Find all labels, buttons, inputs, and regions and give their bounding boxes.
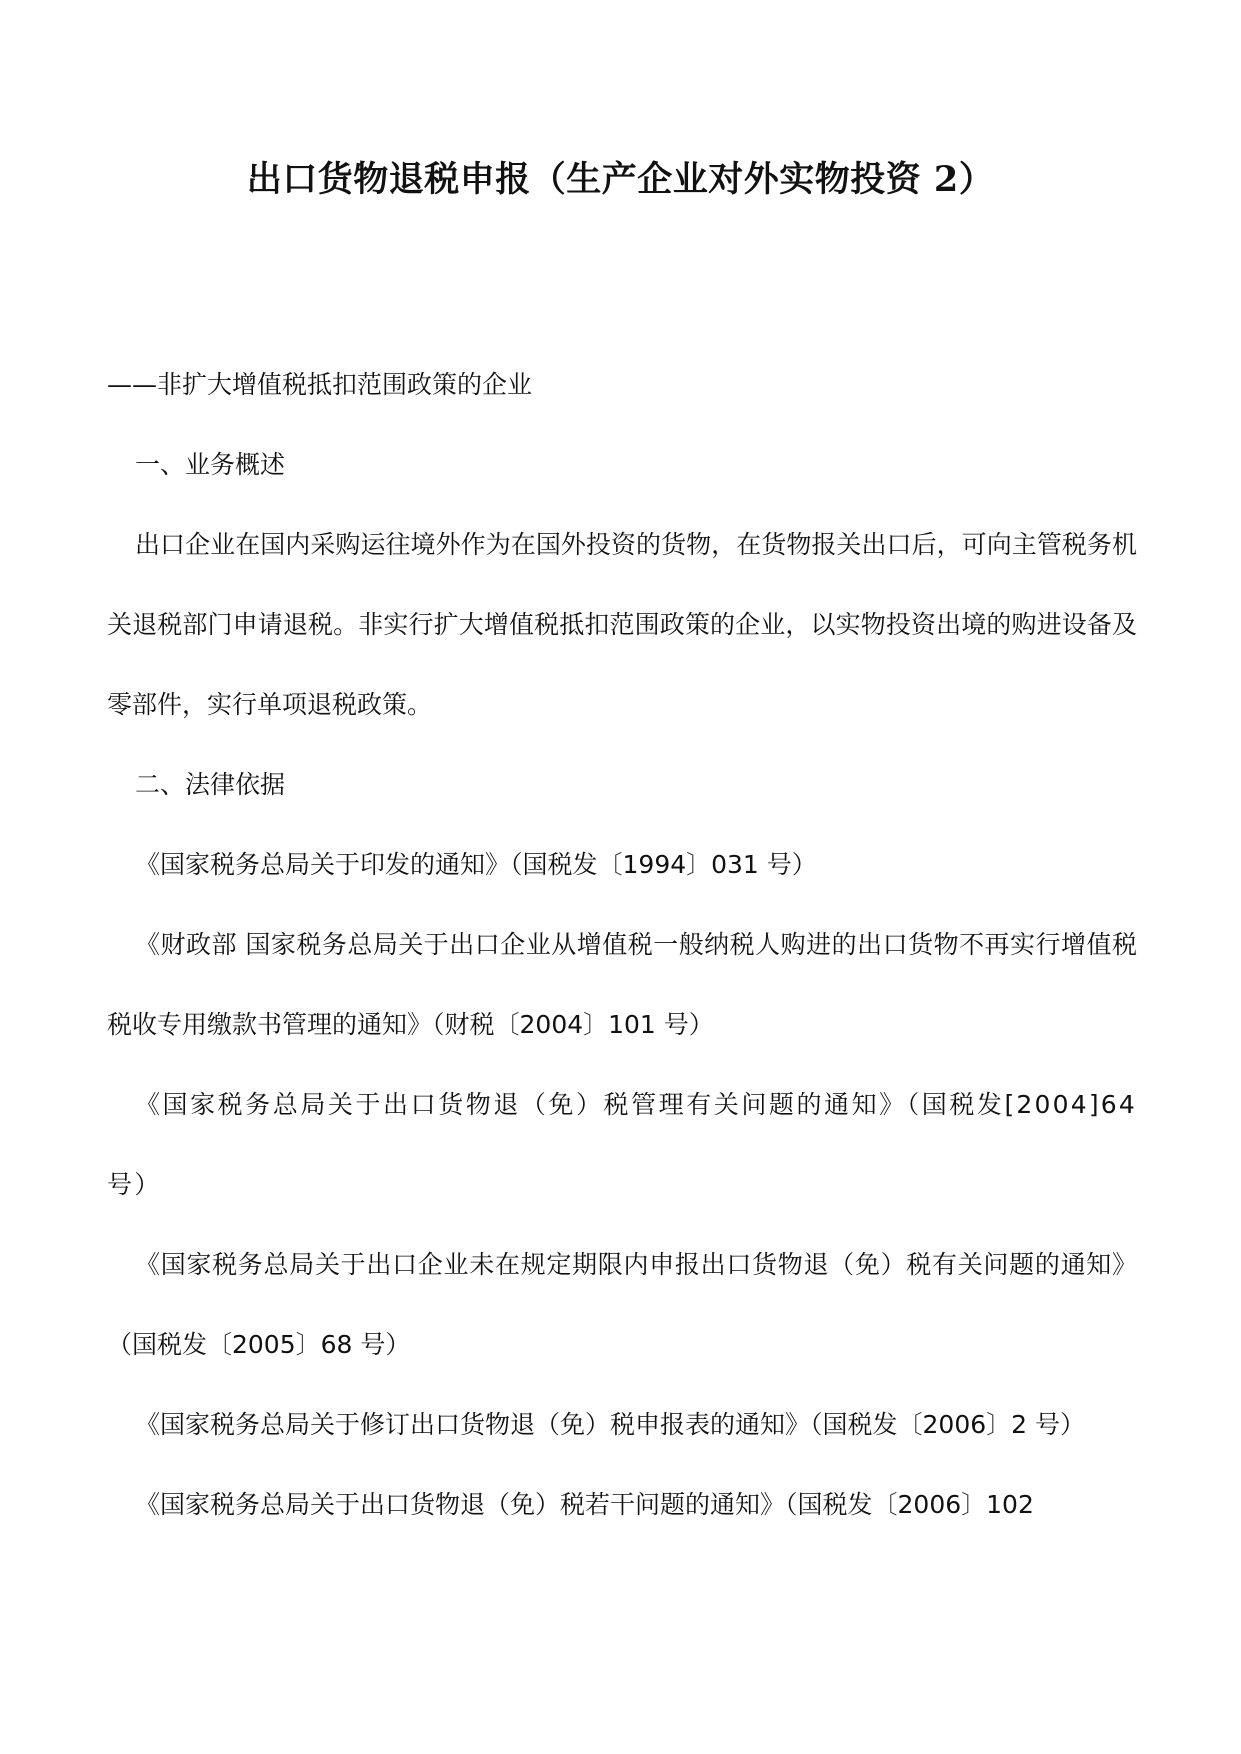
section-heading-legal-basis: 二、法律依据 — [135, 770, 286, 799]
legal-reference-1994-031: 《国家税务总局关于印发的通知》（国税发〔1994〕031 号） — [135, 850, 817, 879]
legal-reference-2005-68: 《国家税务总局关于出口企业未在规定期限内申报出口货物退（免）税有关问题的通知》（国税发〔2005〕68 号） — [107, 1250, 1137, 1359]
subtitle-paragraph: ——非扩大增值税抵扣范围政策的企业 — [107, 370, 533, 399]
legal-reference-2006-2: 《国家税务总局关于修订出口货物退（免）税申报表的通知》（国税发〔2006〕2 号） — [135, 1410, 1085, 1439]
legal-reference-2006-102: 《国家税务总局关于出口货物退（免）税若干问题的通知》（国税发〔2006〕102 — [135, 1490, 1034, 1519]
overview-paragraph: 出口企业在国内采购运往境外作为在国外投资的货物，在货物报关出口后，可向主管税务机关退税部门申请退税。非实行扩大增值税抵扣范围政策的企业，以实物投资出境的购进设备及零部件，实行单项退税政策。 — [107, 530, 1137, 719]
legal-reference-2004-64: 《国家税务总局关于出口货物退（免）税管理有关问题的通知》（国税发[2004]64 号） — [107, 1090, 1137, 1199]
section-heading-overview: 一、业务概述 — [135, 450, 286, 479]
legal-reference-2004-101: 《财政部 国家税务总局关于出口企业从增值税一般纳税人购进的出口货物不再实行增值税税收专用缴款书管理的通知》（财税〔2004〕101 号） — [107, 930, 1137, 1039]
document-body — [107, 345, 1137, 1545]
document-title: 出口货物退税申报（生产企业对外实物投资 2） — [246, 159, 995, 200]
